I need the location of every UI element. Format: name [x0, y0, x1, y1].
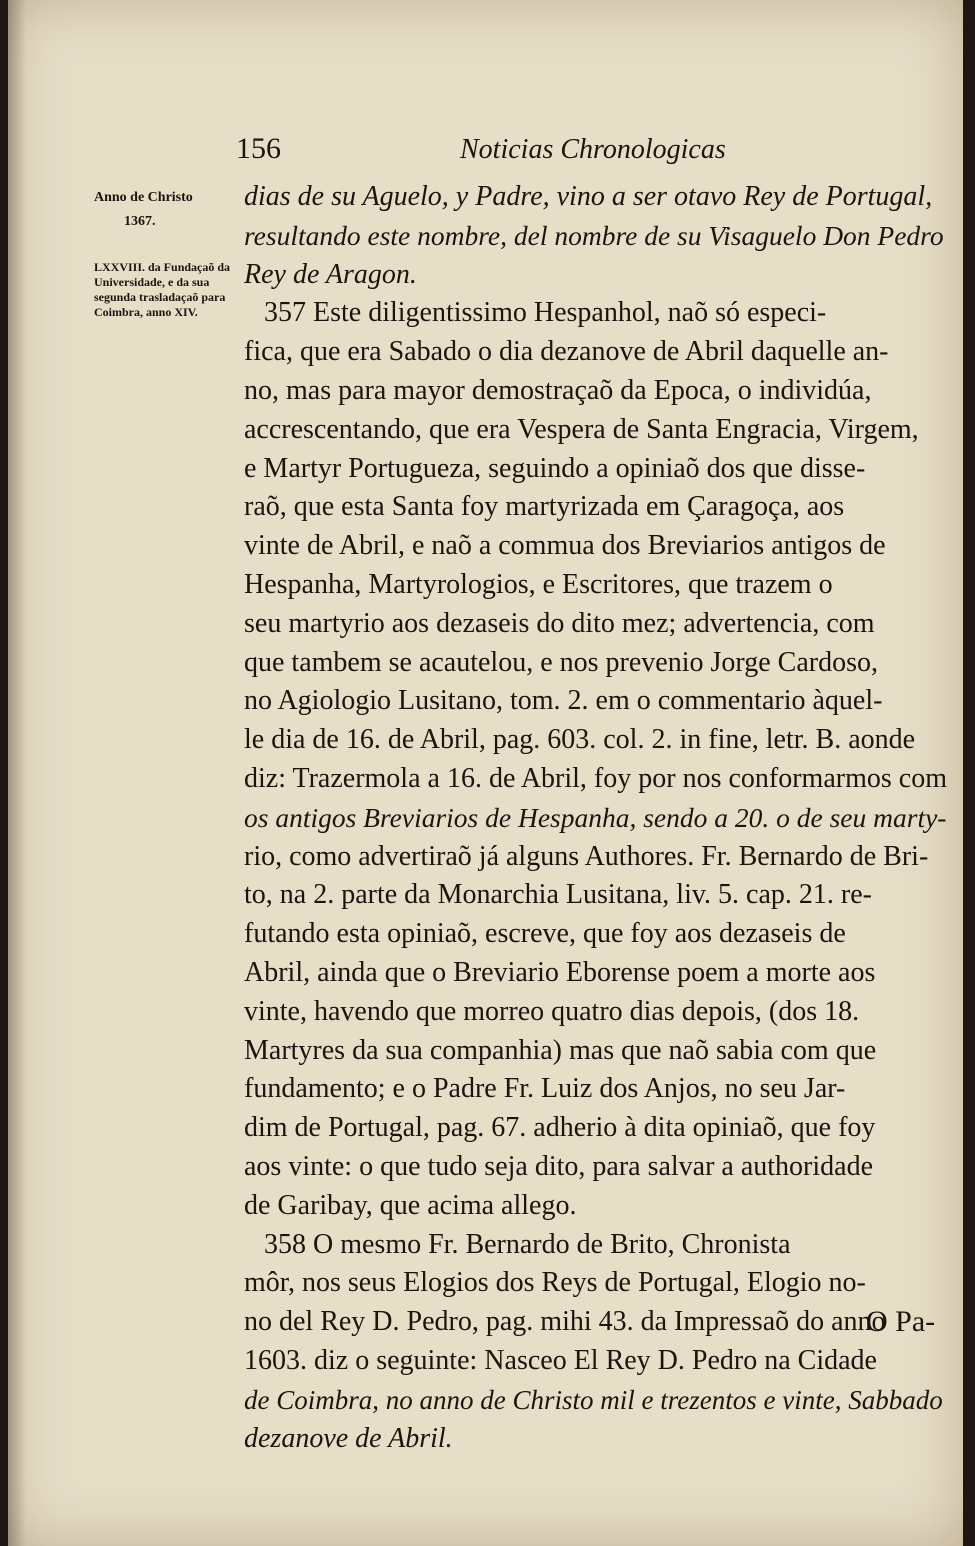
- text-line: diz: Trazermola a 16. de Abril, foy por nos conformarmos com: [244, 762, 947, 794]
- catchword: O Pa-: [866, 1305, 936, 1338]
- text-line: resultando este nombre, del nombre de su Visaguelo Don Pedro: [244, 219, 944, 251]
- book-page: [8, 0, 963, 1546]
- running-title: Noticias Chronologicas: [460, 134, 726, 165]
- text-line: e Martyr Portugueza, seguindo a opiniaõ dos que disse-: [244, 452, 866, 484]
- text-line: dezanove de Abril.: [244, 1422, 453, 1454]
- margin-note: LXXVIII. da Fundaçaõ da Universidade, e da sua segunda trasladaçaõ para Coimbra, anno XIV.: [94, 260, 231, 319]
- text-line: fica, que era Sabado o dia dezanove de Abril daquelle an-: [244, 336, 889, 368]
- text-line: os antigos Breviarios de Hespanha, sendo a 20. o de seu marty-: [244, 801, 947, 833]
- margin-year: 1367.: [124, 214, 156, 229]
- text-line: de Garibay, que acima allego.: [244, 1189, 577, 1221]
- text-line: que tambem se acautelou, e nos prevenio Jorge Cardoso,: [244, 646, 878, 678]
- text-line: seu martyrio aos dezaseis do dito mez; advertencia, com: [244, 607, 875, 639]
- main-text: [244, 178, 952, 1458]
- text-line: vinte, havendo que morreo quatro dias depois, (dos 18.: [244, 995, 860, 1027]
- text-line: Hespanha, Martyrologios, e Escritores, que trazem o: [244, 568, 833, 600]
- text-line: môr, nos seus Elogios dos Reys de Portugal, Elogio no-: [244, 1267, 866, 1299]
- text-line: aos vinte: o que tudo seja dito, para salvar a authoridade: [244, 1150, 874, 1182]
- text-line: le dia de 16. de Abril, pag. 603. col. 2. in fine, letr. B. aonde: [244, 724, 916, 756]
- text-line: vinte de Abril, e naõ a commua dos Breviarios antigos de: [244, 530, 886, 562]
- text-line: raõ, que esta Santa foy martyrizada em Çaragoça, aos: [244, 491, 845, 523]
- text-line: de Coimbra, no anno de Christo mil e trezentos e vinte, Sabbado: [244, 1384, 943, 1415]
- text-line: Abril, ainda que o Breviario Eborense poem a morte aos: [244, 956, 876, 988]
- text-line: no Agiologio Lusitano, tom. 2. em o commentario àquel-: [244, 685, 883, 717]
- text-line: 358 O mesmo Fr. Bernardo de Brito, Chronista: [264, 1228, 791, 1260]
- text-line: 357 Este diligentissimo Hespanhol, naõ só especi-: [264, 297, 827, 329]
- page-number: 156: [236, 132, 281, 165]
- page-header: [8, 132, 963, 172]
- text-line: accrescentando, que era Vespera de Santa Engracia, Virgem,: [244, 413, 919, 445]
- text-line: to, na 2. parte da Monarchia Lusitana, liv. 5. cap. 21. re-: [244, 879, 872, 911]
- text-line: no, mas para mayor demostraçaõ da Epoca, o individúa,: [244, 374, 872, 406]
- text-line: 1603. diz o seguinte: Nasceo El Rey D. Pedro na Cidade: [244, 1344, 877, 1376]
- text-line: no del Rey D. Pedro, pag. mihi 43. da Impressaõ do anno: [244, 1306, 886, 1338]
- text-line: Rey de Aragon.: [244, 258, 417, 290]
- text-line: rio, como advertiraõ já alguns Authores. Fr. Bernardo de Bri-: [244, 840, 929, 872]
- text-line: futando esta opiniaõ, escreve, que foy aos dezaseis de: [244, 918, 846, 950]
- text-line: fundamento; e o Padre Fr. Luiz dos Anjos, no seu Jar-: [244, 1073, 846, 1105]
- text-line: Martyres da sua companhia) mas que naõ sabia com que: [244, 1034, 877, 1066]
- margin-year-label: Anno de Christo: [94, 190, 193, 205]
- text-line: dim de Portugal, pag. 67. adherio à dita opiniaõ, que foy: [244, 1112, 876, 1144]
- text-line: dias de su Aguelo, y Padre, vino a ser otavo Rey de Portugal,: [244, 181, 933, 212]
